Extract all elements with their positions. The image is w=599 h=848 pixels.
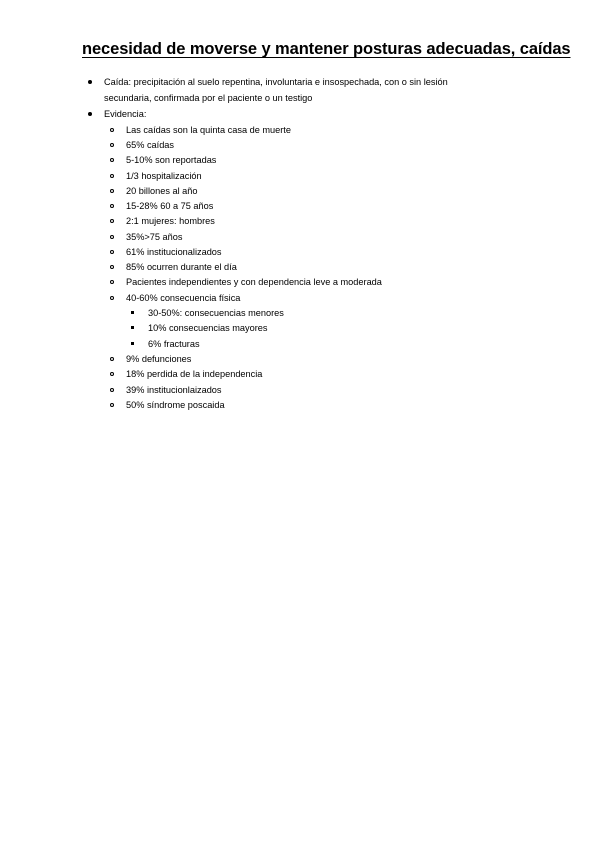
sub-bullet-marker bbox=[110, 235, 114, 239]
sub-bullet-marker bbox=[110, 219, 114, 223]
sub-bullet-marker bbox=[110, 204, 114, 208]
list-item: 65% caídas bbox=[126, 140, 175, 150]
list-item: 5-10% son reportadas bbox=[126, 155, 217, 165]
list-item: 15-28% 60 a 75 años bbox=[126, 201, 214, 211]
sub-sub-bullet-marker bbox=[131, 326, 134, 329]
list-item: 39% institucionlaizados bbox=[126, 385, 222, 395]
sub-bullet-marker bbox=[110, 250, 114, 254]
sub-bullet-marker bbox=[110, 296, 114, 300]
bullet-text-line: Evidencia: bbox=[104, 109, 147, 119]
sub-bullet-marker bbox=[110, 403, 114, 407]
sub-bullet-marker bbox=[110, 372, 114, 376]
list-item: 85% ocurren durante el día bbox=[126, 262, 237, 272]
bullet-text-line: secundaria, confirmada por el paciente o un testigo bbox=[104, 93, 313, 103]
sub-bullet-marker bbox=[110, 174, 114, 178]
bullet-marker bbox=[88, 80, 92, 84]
list-item: Pacientes independientes y con dependencia leve a moderada bbox=[126, 277, 382, 287]
list-item: 50% síndrome poscaida bbox=[126, 400, 225, 410]
sub-bullet-marker bbox=[110, 143, 114, 147]
bullet-marker bbox=[88, 112, 92, 116]
sub-sub-bullet-marker bbox=[131, 311, 134, 314]
list-item: 61% institucionalizados bbox=[126, 247, 222, 257]
list-item: 9% defunciones bbox=[126, 354, 192, 364]
sub-sub-bullet-marker bbox=[131, 342, 134, 345]
list-item: 20 billones al año bbox=[126, 186, 198, 196]
list-item: 2:1 mujeres: hombres bbox=[126, 216, 215, 226]
list-item: 30-50%: consecuencias menores bbox=[148, 308, 284, 318]
list-item: 35%>75 años bbox=[126, 232, 183, 242]
bullet-text-line: Caída: precipitación al suelo repentina, involuntaria e insospechada, con o sin lesión bbox=[104, 77, 448, 87]
list-item: Las caídas son la quinta casa de muerte bbox=[126, 125, 291, 135]
page-title: necesidad de moverse y mantener posturas adecuadas, caídas bbox=[82, 40, 571, 58]
sub-bullet-marker bbox=[110, 128, 114, 132]
list-item: 1/3 hospitalización bbox=[126, 171, 202, 181]
list-item: 10% consecuencias mayores bbox=[148, 323, 268, 333]
list-item: 6% fracturas bbox=[148, 339, 200, 349]
sub-bullet-marker bbox=[110, 189, 114, 193]
sub-bullet-marker bbox=[110, 357, 114, 361]
list-item: 18% perdida de la independencia bbox=[126, 369, 263, 379]
sub-bullet-marker bbox=[110, 158, 114, 162]
sub-bullet-marker bbox=[110, 265, 114, 269]
sub-bullet-marker bbox=[110, 388, 114, 392]
list-item: 40-60% consecuencia física bbox=[126, 293, 241, 303]
sub-bullet-marker bbox=[110, 280, 114, 284]
